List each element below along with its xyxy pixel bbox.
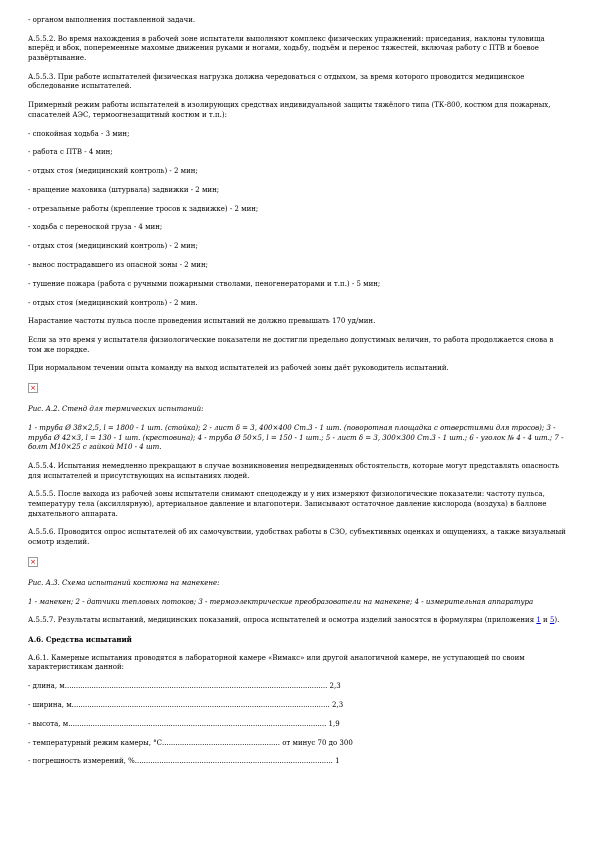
- appendix-5-link[interactable]: 5: [549, 616, 555, 625]
- list-item: - отрезальные работы (крепление тросов к задвижке) - 2 мин;: [28, 204, 259, 213]
- figure-a2-caption: Рис. А.2. Стенд для термических испытаний:: [28, 405, 204, 414]
- list-item: - вращение маховика (штурвала) задвижки - 2 мин;: [28, 185, 220, 194]
- para-continue: Если за это время у испытателя физиологические показатели не достигли предельно допустимых величин, то работа продолжается снова в том же порядке.: [28, 336, 554, 354]
- spec-width: - ширина, м.................................................................................................................... 2,3: [28, 701, 344, 709]
- list-item: - работа с ПТВ - 4 мин;: [28, 148, 113, 157]
- para-a556: А.5.5.6. Проводится опрос испытателей об их самочувствии, удобствах работы в СЗО, субъективных оценках и ощущениях, а также визуальный осмотр изделий.: [28, 528, 566, 546]
- spec-height: - высота, м.................................................................................................................... 1,9: [28, 719, 340, 728]
- list-item: - отдых стоя (медицинский контроль) - 2 мин.: [28, 298, 198, 307]
- spec-length: - длина, м...................................................................................................................... 2,3: [28, 682, 341, 691]
- figure-a3-caption: Рис. А.3. Схема испытаний костюма на манекене:: [28, 578, 220, 587]
- para-a552: А.5.5.2. Во время нахождения в рабочей зоне испытатели выполняют комплекс физических упражнений: приседания, наклоны туловища вперёд и вбок, попеременные махомые движения руками и ногами, ходьбу, подъём и перенос тяжестей, включая работу с ПТВ и боевое развёртывание.: [28, 34, 545, 62]
- spec-temperature: - температурный режим камеры, °С..................................................... от минус 70 до 300: [28, 738, 353, 747]
- list-item: - ходьба с переноской груза - 4 мин;: [28, 223, 163, 232]
- para-pulse: Нарастание частоты пульса после проведения испытаний не должно превышать 170 уд/мин.: [28, 317, 376, 326]
- section-a6-title: А.6. Средства испытаний: [28, 635, 132, 645]
- para-a555: А.5.5.5. После выхода из рабочей зоны испытатели снимают спецодежду и у них измеряют физиологические показатели: частоту пульса, температуру тела (аксиллярную), артериальное давление и влагопотери. Записывают остаточное давление кислорода (воздуха) в баллоне дыхательного аппарата.: [28, 490, 547, 518]
- list-item: - спокойная ходьба - 3 мин;: [28, 129, 130, 138]
- para-exit-command: При нормальном течении опыта команду на выход испытателей из рабочей зоны даёт руководитель испытаний.: [28, 364, 449, 373]
- figure-a2-legend: 1 - труба Ø 38×2,5, l = 1800 - 1 шт. (стойка); 2 - лист δ = 3, 400×400 Ст.3 - 1 шт. (поворотная площадка с отверстиями для тросов); 3 - труба Ø 42×3, l = 130 - 1 шт. (крестовина); 4 - труба Ø 50×5, l = 150 - 1 шт.; 5 - лист δ = 3, 300×300 Ст.3 - 1 шт.; 6 - уголок № 4 - 4 шт.; 7 - болт М10×25 с гайкой М10 - 4 шт.: [28, 424, 564, 452]
- para-regime-intro: Примерный режим работы испытателей в изолирующих средствах индивидуальной защиты тяжёлого типа (ТК-800, костюм для пожарных, спасателей АЭС, термоогнезащитный костюм и т.п.):: [28, 101, 551, 119]
- list-item: - отдых стоя (медицинский контроль) - 2 мин;: [28, 167, 198, 176]
- para-a554: А.5.5.4. Испытания немедленно прекращают в случае возникновения непредвиденных обстоятельств, которые могут представлять опасность для испытателей и присутствующих на испытаниях людей.: [28, 462, 559, 480]
- broken-image-icon: ×: [28, 383, 38, 393]
- list-item: - тушение пожара (работа с ручными пожарными стволами, пеногенераторами и т.п.) - 5 мин;: [28, 279, 381, 288]
- broken-image-icon: ×: [28, 557, 38, 567]
- line-organ: - органом выполнения поставленной задачи.: [28, 16, 196, 24]
- para-a61: А.6.1. Камерные испытания проводятся в лабораторной камере «Вимакс» или другой аналогичной камере, не уступающей по своим характеристикам данной:: [28, 653, 525, 672]
- spec-accuracy: - погрешность измерений, %......................................................................................... 1: [28, 757, 340, 766]
- list-item: - отдых стоя (медицинский контроль) - 2 мин;: [28, 242, 198, 251]
- figure-a3-legend: 1 - манекен; 2 - датчики тепловых потоков; 3 - термоэлектрические преобразователи на манекене; 4 - измерительная аппаратура: [28, 597, 534, 606]
- para-a557: А.5.5.7. Результаты испытаний, медицинских показаний, опроса испытателей и осмотра изделий заносятся в формуляры (приложения 1 и 5).: [28, 616, 560, 625]
- appendix-1-link[interactable]: 1: [536, 616, 541, 625]
- para-a553: А.5.5.3. При работе испытателей физическая нагрузка должна чередоваться с отдыхом, за время которого проводится медицинское обследование испытателей.: [28, 72, 525, 91]
- list-item: - вынос пострадавшего из опасной зоны - 2 мин;: [28, 260, 208, 269]
